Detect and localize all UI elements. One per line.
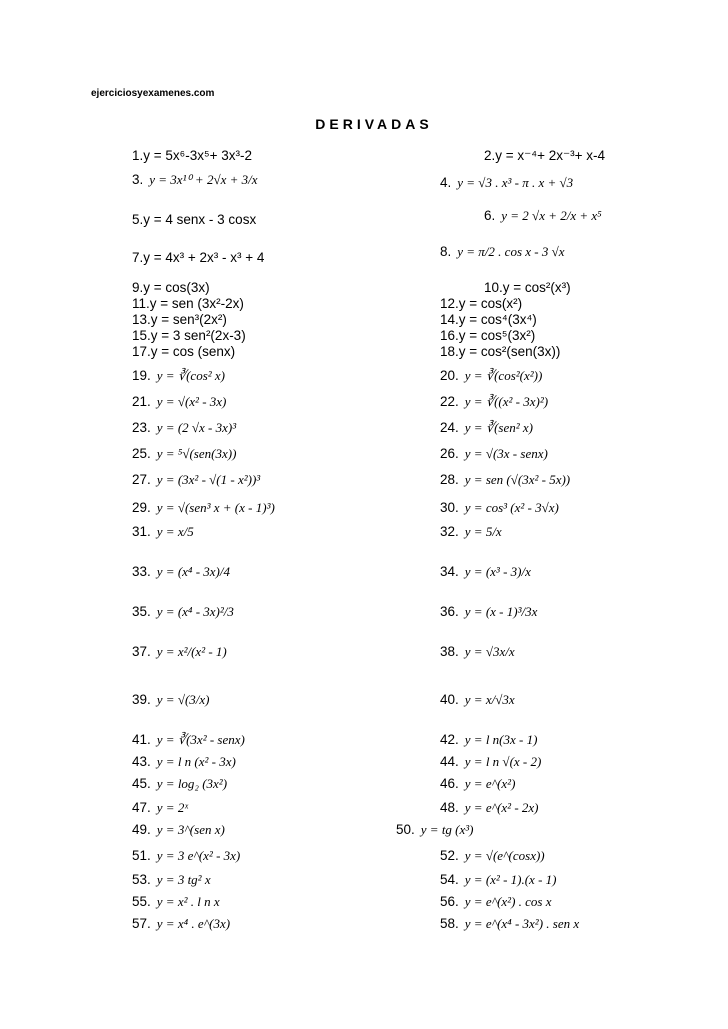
exercise-number: 28. [440, 472, 459, 487]
exercise-41 [132, 732, 245, 748]
exercise-number: 54. [440, 872, 459, 887]
exercise-number: 14. [440, 312, 459, 327]
exercise-expression: y = cos(3x) [143, 280, 210, 295]
exercise-31 [132, 524, 194, 540]
exercise-expression: y = π/2 . cos x - 3 √x [457, 244, 565, 259]
exercise-expression: y = l n √(x - 2) [464, 754, 542, 769]
exercise-number: 26. [440, 446, 459, 461]
exercise-expression: y = 5x⁶-3x⁵+ 3x³-2 [143, 148, 252, 163]
exercise-40 [440, 692, 515, 708]
exercise-29 [132, 500, 275, 516]
exercise-2 [484, 148, 605, 164]
exercise-18 [440, 344, 560, 360]
exercise-44 [440, 754, 541, 770]
exercise-42 [440, 732, 537, 748]
exercise-26 [440, 446, 548, 462]
exercise-expression: y = 3 e^(x² - 3x) [156, 848, 241, 863]
exercise-28 [440, 472, 570, 488]
exercise-number: 42. [440, 732, 459, 747]
exercise-58 [440, 916, 579, 932]
exercise-25 [132, 446, 236, 462]
exercise-5 [132, 212, 256, 228]
page-title: DERIVADAS [315, 116, 433, 132]
exercise-expression: y = 3x¹⁰ + 2√x + 3/x [149, 172, 258, 187]
exercise-number: 31. [132, 524, 151, 539]
exercise-47 [132, 800, 188, 816]
exercise-number: 3. [132, 172, 144, 187]
exercise-6 [484, 208, 602, 224]
exercise-expression: y = 3 sen²(2x-3) [150, 328, 246, 343]
exercise-48 [440, 800, 539, 816]
exercise-expression: y = cos⁴(3x⁴) [458, 312, 537, 327]
exercise-53 [132, 872, 211, 888]
exercise-16 [440, 328, 535, 344]
exercise-expression: y = ∛(sen² x) [464, 420, 534, 435]
exercise-11 [132, 296, 244, 312]
exercise-39 [132, 692, 210, 708]
exercise-20 [440, 368, 542, 384]
exercise-8 [440, 244, 565, 260]
exercise-number: 57. [132, 916, 151, 931]
exercise-number: 25. [132, 446, 151, 461]
exercise-number: 17. [132, 344, 151, 359]
exercise-number: 1. [132, 148, 144, 163]
exercise-number: 20. [440, 368, 459, 383]
exercise-number: 46. [440, 776, 459, 791]
exercise-expression: y = (2 √x - 3x)³ [156, 420, 237, 435]
exercise-14 [440, 312, 537, 328]
exercise-number: 5. [132, 212, 144, 227]
exercise-49 [132, 822, 225, 838]
exercise-number: 13. [132, 312, 151, 327]
exercise-expression: y = x²/(x² - 1) [156, 644, 227, 659]
exercise-expression: y = tg (x³) [420, 822, 474, 837]
exercise-expression: y = x⁴ . e^(3x) [156, 916, 231, 931]
exercise-number: 56. [440, 894, 459, 909]
exercise-1 [132, 148, 252, 164]
exercise-expression: y = 5/x [464, 524, 502, 539]
exercise-33 [132, 564, 230, 580]
exercise-number: 24. [440, 420, 459, 435]
exercise-expression: y = (x - 1)³/3x [464, 604, 538, 619]
exercise-number: 38. [440, 644, 459, 659]
exercise-4 [440, 175, 573, 191]
exercise-7 [132, 250, 264, 266]
exercise-expression: y = cos(x²) [458, 296, 523, 311]
exercise-expression: y = cos²(sen(3x)) [458, 344, 561, 359]
exercise-expression: y = e^(x²) [464, 776, 516, 791]
exercise-expression: y = (3x² - √(1 - x²))³ [156, 472, 261, 487]
exercise-expression: y = x⁻⁴+ 2x⁻³+ x-4 [495, 148, 605, 163]
exercise-number: 44. [440, 754, 459, 769]
exercise-number: 6. [484, 208, 496, 223]
exercise-23 [132, 420, 236, 436]
exercise-19 [132, 368, 225, 384]
exercise-expression: y = 3^(sen x) [156, 822, 225, 837]
exercise-number: 19. [132, 368, 151, 383]
exercise-number: 47. [132, 800, 151, 815]
exercise-13 [132, 312, 227, 328]
exercise-number: 48. [440, 800, 459, 815]
exercise-51 [132, 848, 240, 864]
exercise-expression: y = l n (x² - 3x) [156, 754, 236, 769]
exercise-number: 37. [132, 644, 151, 659]
exercise-expression: y = 2ˣ [156, 800, 188, 815]
exercise-9 [132, 280, 210, 296]
exercise-expression: y = 4x³ + 2x³ - x³ + 4 [143, 250, 265, 265]
exercise-number: 18. [440, 344, 459, 359]
exercise-expression: y = x/5 [156, 524, 194, 539]
exercise-expression: y = ∛((x² - 3x)²) [464, 394, 549, 409]
exercise-expression: y = e^(x⁴ - 3x²) . sen x [464, 916, 580, 931]
exercise-expression: y = √3x/x [464, 644, 515, 659]
exercise-15 [132, 328, 246, 344]
exercise-number: 36. [440, 604, 459, 619]
exercise-number: 41. [132, 732, 151, 747]
exercise-number: 35. [132, 604, 151, 619]
exercise-expression: y = ⁵√(sen(3x)) [156, 446, 237, 461]
exercise-expression: y = √(3x - senx) [464, 446, 548, 461]
exercise-34 [440, 564, 531, 580]
exercise-32 [440, 524, 502, 540]
exercise-54 [440, 872, 557, 888]
exercise-56 [440, 894, 552, 910]
exercise-number: 11. [132, 296, 150, 311]
exercise-number: 12. [440, 296, 459, 311]
exercise-57 [132, 916, 230, 932]
exercise-55 [132, 894, 220, 910]
site-name: ejerciciosyexamenes.com [91, 88, 215, 99]
exercise-number: 50. [396, 822, 415, 837]
exercise-expression: y = log₂ (3x²) [156, 776, 228, 791]
exercise-number: 58. [440, 916, 459, 931]
exercise-expression: y = √(3/x) [156, 692, 210, 707]
exercise-24 [440, 420, 533, 436]
exercise-expression: y = (x⁴ - 3x)/4 [156, 564, 230, 579]
exercise-number: 55. [132, 894, 151, 909]
exercise-number: 15. [132, 328, 151, 343]
exercise-35 [132, 604, 234, 620]
exercise-43 [132, 754, 236, 770]
exercise-expression: y = x² . l n x [156, 894, 220, 909]
exercise-expression: y = 2 √x + 2/x + x⁵ [501, 208, 602, 223]
exercise-expression: y = cos³ (x² - 3√x) [464, 500, 559, 515]
exercise-expression: y = ∛(3x² - senx) [156, 732, 245, 747]
exercise-number: 7. [132, 250, 144, 265]
exercise-expression: y = (x³ - 3)/x [464, 564, 531, 579]
exercise-45 [132, 776, 227, 792]
exercise-expression: y = cos⁵(3x²) [458, 328, 536, 343]
exercise-number: 52. [440, 848, 459, 863]
exercise-number: 8. [440, 244, 452, 259]
exercise-30 [440, 500, 559, 516]
exercise-number: 30. [440, 500, 459, 515]
exercise-number: 9. [132, 280, 144, 295]
exercise-expression: y = x/√3x [464, 692, 515, 707]
exercise-expression: y = sen (3x²-2x) [149, 296, 244, 311]
exercise-expression: y = e^(x²) . cos x [464, 894, 552, 909]
exercise-number: 32. [440, 524, 459, 539]
exercise-22 [440, 394, 548, 410]
exercise-number: 33. [132, 564, 151, 579]
exercise-17 [132, 344, 235, 360]
exercise-number: 43. [132, 754, 151, 769]
exercise-expression: y = l n(3x - 1) [464, 732, 538, 747]
exercise-expression: y = (x⁴ - 3x)²/3 [156, 604, 234, 619]
exercise-expression: y = sen³(2x²) [150, 312, 227, 327]
exercise-number: 29. [132, 500, 151, 515]
exercise-number: 22. [440, 394, 459, 409]
exercise-52 [440, 848, 545, 864]
exercise-number: 51. [132, 848, 151, 863]
exercise-37 [132, 644, 227, 660]
exercise-expression: y = √(x² - 3x) [156, 394, 227, 409]
exercise-expression: y = sen (√(3x² - 5x)) [464, 472, 571, 487]
exercise-21 [132, 394, 226, 410]
exercise-expression: y = cos (senx) [150, 344, 236, 359]
exercise-number: 39. [132, 692, 151, 707]
exercise-number: 2. [484, 148, 496, 163]
exercise-expression: y = ∛(cos²(x²)) [464, 368, 543, 383]
exercise-46 [440, 776, 515, 792]
exercise-expression: y = √(sen³ x + (x - 1)³) [156, 500, 275, 515]
exercise-number: 34. [440, 564, 459, 579]
exercise-number: 49. [132, 822, 151, 837]
exercise-10 [484, 280, 571, 296]
exercise-expression: y = √3 . x³ - π . x + √3 [457, 175, 574, 190]
exercise-number: 45. [132, 776, 151, 791]
exercise-50 [396, 822, 474, 838]
exercise-expression: y = 3 tg² x [156, 872, 211, 887]
exercise-number: 10. [484, 280, 503, 295]
exercise-number: 23. [132, 420, 151, 435]
exercise-number: 53. [132, 872, 151, 887]
exercise-number: 4. [440, 175, 452, 190]
exercise-number: 27. [132, 472, 151, 487]
exercise-number: 40. [440, 692, 459, 707]
exercise-expression: y = cos²(x³) [502, 280, 571, 295]
exercise-expression: y = ∛(cos² x) [156, 368, 226, 383]
exercise-36 [440, 604, 537, 620]
exercise-3 [132, 172, 258, 188]
exercise-number: 16. [440, 328, 459, 343]
exercise-27 [132, 472, 260, 488]
exercise-expression: y = 4 senx - 3 cosx [143, 212, 257, 227]
exercise-12 [440, 296, 522, 312]
exercise-expression: y = √(e^(cosx)) [464, 848, 545, 863]
exercise-expression: y = (x² - 1).(x - 1) [464, 872, 557, 887]
exercise-expression: y = e^(x² - 2x) [464, 800, 539, 815]
exercise-number: 21. [132, 394, 151, 409]
exercise-38 [440, 644, 515, 660]
